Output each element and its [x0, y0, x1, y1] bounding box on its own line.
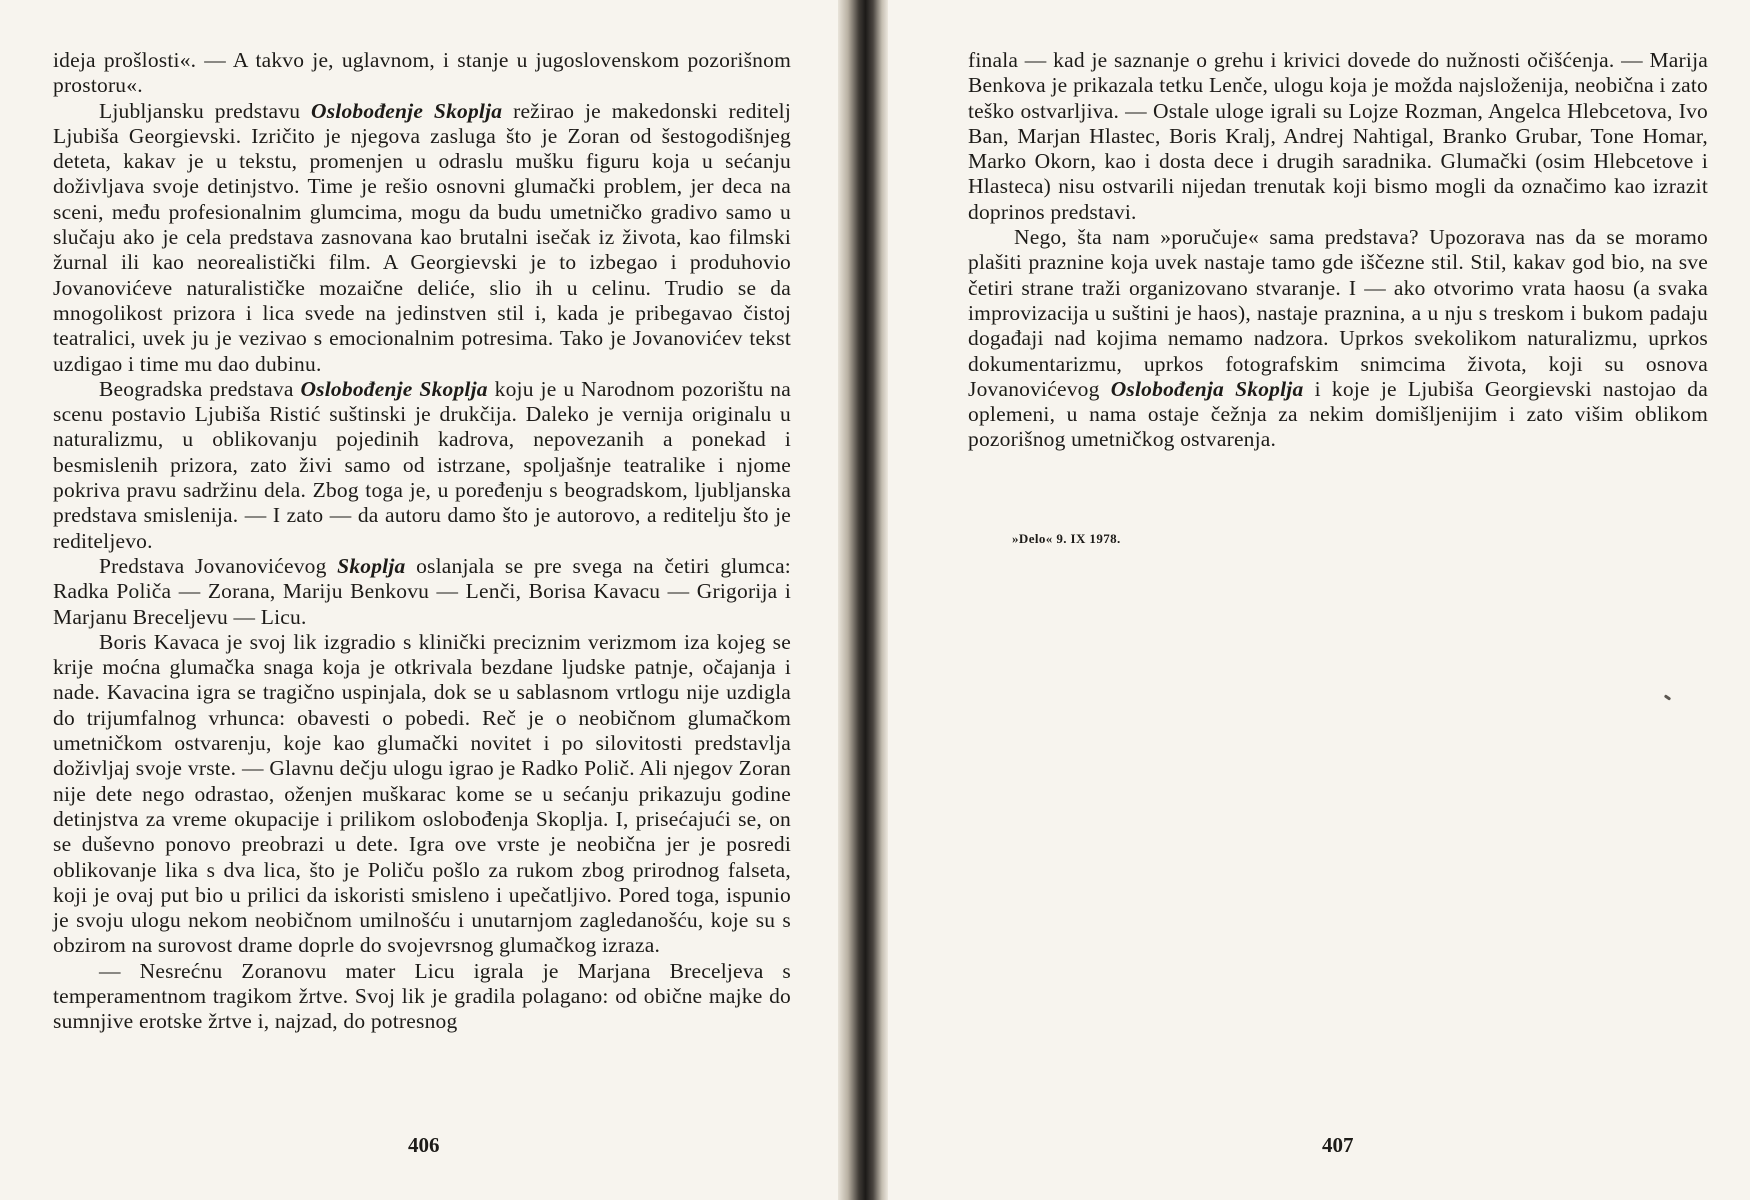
page-number-left: 406: [408, 1133, 440, 1157]
right-page: [888, 0, 1750, 1200]
paragraph: ideja prošlosti«. — A takvo je, uglavnom, i stanje u jugoslovenskom pozorišnom prostoru«.: [53, 48, 791, 98]
paragraph: Ljubljansku predstavu Oslobođenje Skoplja režirao je makedonski reditelj Ljubiša Georgievski. Izričito je njegova zasluga što je Zoran od šestogodišnjeg deteta, kakav je u tekstu, promenjen u odraslu mušku figuru koja u sećanju doživljava svoje detinjstvo. Time je rešio osnovni glumački problem, jer deca na sceni, među profesionalnim glumcima, mogu da budu umetničko gradivo samo u slučaju ako je cela predstava zasnovana kao brutalni isečak iz života, kao filmski žurnal ili kao neorealistički film. A Georgievski je to izbegao i produhovio Jovanovićeve naturalističke mozaične deliće, slio ih u celinu. Trudio se da mnogolikost prizora i lica svede na jedinstven stil i, kada je pribegavao čistoj teatralici, uvek ju je vezivao s emocionalnim potresima. Tako je Jovanovićev tekst uzdigao i time mu dao dubinu.: [53, 98, 791, 376]
right-page-text: [968, 48, 1708, 453]
page-number-right: 407: [1322, 1133, 1354, 1157]
paragraph: Boris Kavaca je svoj lik izgradio s klinički preciznim verizmom iza kojeg se krije moćna glumačka snaga koja je otkrivala bezdane ljudske patnje, očajanja i nade. Kavacina igra se tragično uspinjala, dok se u sablasnom vrtlogu nije uzdigla do trijumfalnog vrhunca: obavesti o pobedi. Reč je o neobičnom glumačkom umetničkom ostvarenju, koje kao glumački novitet i po silovitosti predstavlja doživljaj svoje vrste. — Glavnu dečju ulogu igrao je Radko Polič. Ali njegov Zoran nije dete nego odrastao, oženjen muškarac kome se u sećanju prikazuju godine detinjstva za vreme okupacije i prilikom oslobođenja Skoplja. I, prisećajući se, on se duševno ponovo preobrazi u dete. Igra ove vrste je neobična jer je posredi oblikovanje lika s dva lica, što je Poliču pošlo za rukom zbog prirodnog falseta, koji je ovaj put bio u prilici da iskoristi smisleno i upečatljivo. Pored toga, ispunio je svoju ulogu nekom neobičnom umilnošću i unutarnjom zagledanošću, koje su s obzirom na surovost drame doprle do svojevrsnog glumačkog izraza.: [53, 629, 791, 958]
paragraph: — Nesrećnu Zoranovu mater Licu igrala je Marjana Breceljeva s temperamentnom tragikom žrtve. Svoj lik je gradila polagano: od obične majke do sumnjive erotske žrtve i, najzad, do potresnog: [53, 958, 791, 1034]
paragraph: Nego, šta nam »poručuje« sama predstava? Upozorava nas da se moramo plašiti praznine koja uvek nastaje tamo gde iščezne stil. Stil, kakav god bio, na sve četiri strane traži organizovano stvaranje. I — ako otvorimo vrata haosu (a svaka improvizacija u suštini je haos), nastaje praznina, a u nju s treskom i bukom padaju događaji nad kojima nemamo nadzora. Uprkos svekolikom naturalizmu, uprkos dokumentarizmu, uprkos fotografskim snimcima života, koji su osnova Jovanovićevog Oslobođenja Skoplja i koje je Ljubiša Georgievski nastojao da oplemeni, u nama ostaje čežnja za nekim domišljenijim i zato višim oblikom pozorišnog umetničkog ostvarenja.: [968, 225, 1708, 452]
source-citation: »Delo« 9. IX 1978.: [1012, 531, 1121, 546]
left-page: [0, 0, 838, 1200]
paragraph: Predstava Jovanovićevog Skoplja oslanjala se pre svega na četiri glumca: Radka Poliča — Zorana, Mariju Benkovu — Lenči, Borisa Kavacu — Grigorija i Marjanu Breceljevu — Licu.: [53, 553, 791, 629]
left-page-text: [53, 48, 791, 1035]
book-gutter: [838, 0, 888, 1200]
print-speck: [1664, 694, 1671, 700]
paragraph: finala — kad je saznanje o grehu i krivici dovede do nužnosti očišćenja. — Marija Benkova je prikazala tetku Lenče, ulogu koja je možda najsloženija, neobična i zato teško ostvarljiva. — Ostale uloge igrali su Lojze Rozman, Angelca Hlebcetova, Ivo Ban, Marjan Hlastec, Boris Kralj, Andrej Nahtigal, Branko Grubar, Tone Homar, Marko Okorn, kao i dosta dece i drugih saradnika. Glumački (osim Hlebcetove i Hlasteca) nisu ostvarili nijedan trenutak koji bismo mogli da označimo kao izrazit doprinos predstavi.: [968, 48, 1708, 224]
paragraph: Beogradska predstava Oslobođenje Skoplja koju je u Narodnom pozorištu na scenu postavio Ljubiša Ristić suštinski je drukčija. Daleko je vernija originalu u naturalizmu, u oblikovanju pojedinih kadrova, nepovezanih a ponekad i besmislenih prizora, zato živi samo od istrzane, spoljašnje teatralike i njome pokriva pravu sadržinu dela. Zbog toga je, u poređenju s beogradskom, ljubljanska predstava smislenija. — I zato — da autoru damo što je autorovo, a reditelju što je rediteljevo.: [53, 376, 791, 553]
